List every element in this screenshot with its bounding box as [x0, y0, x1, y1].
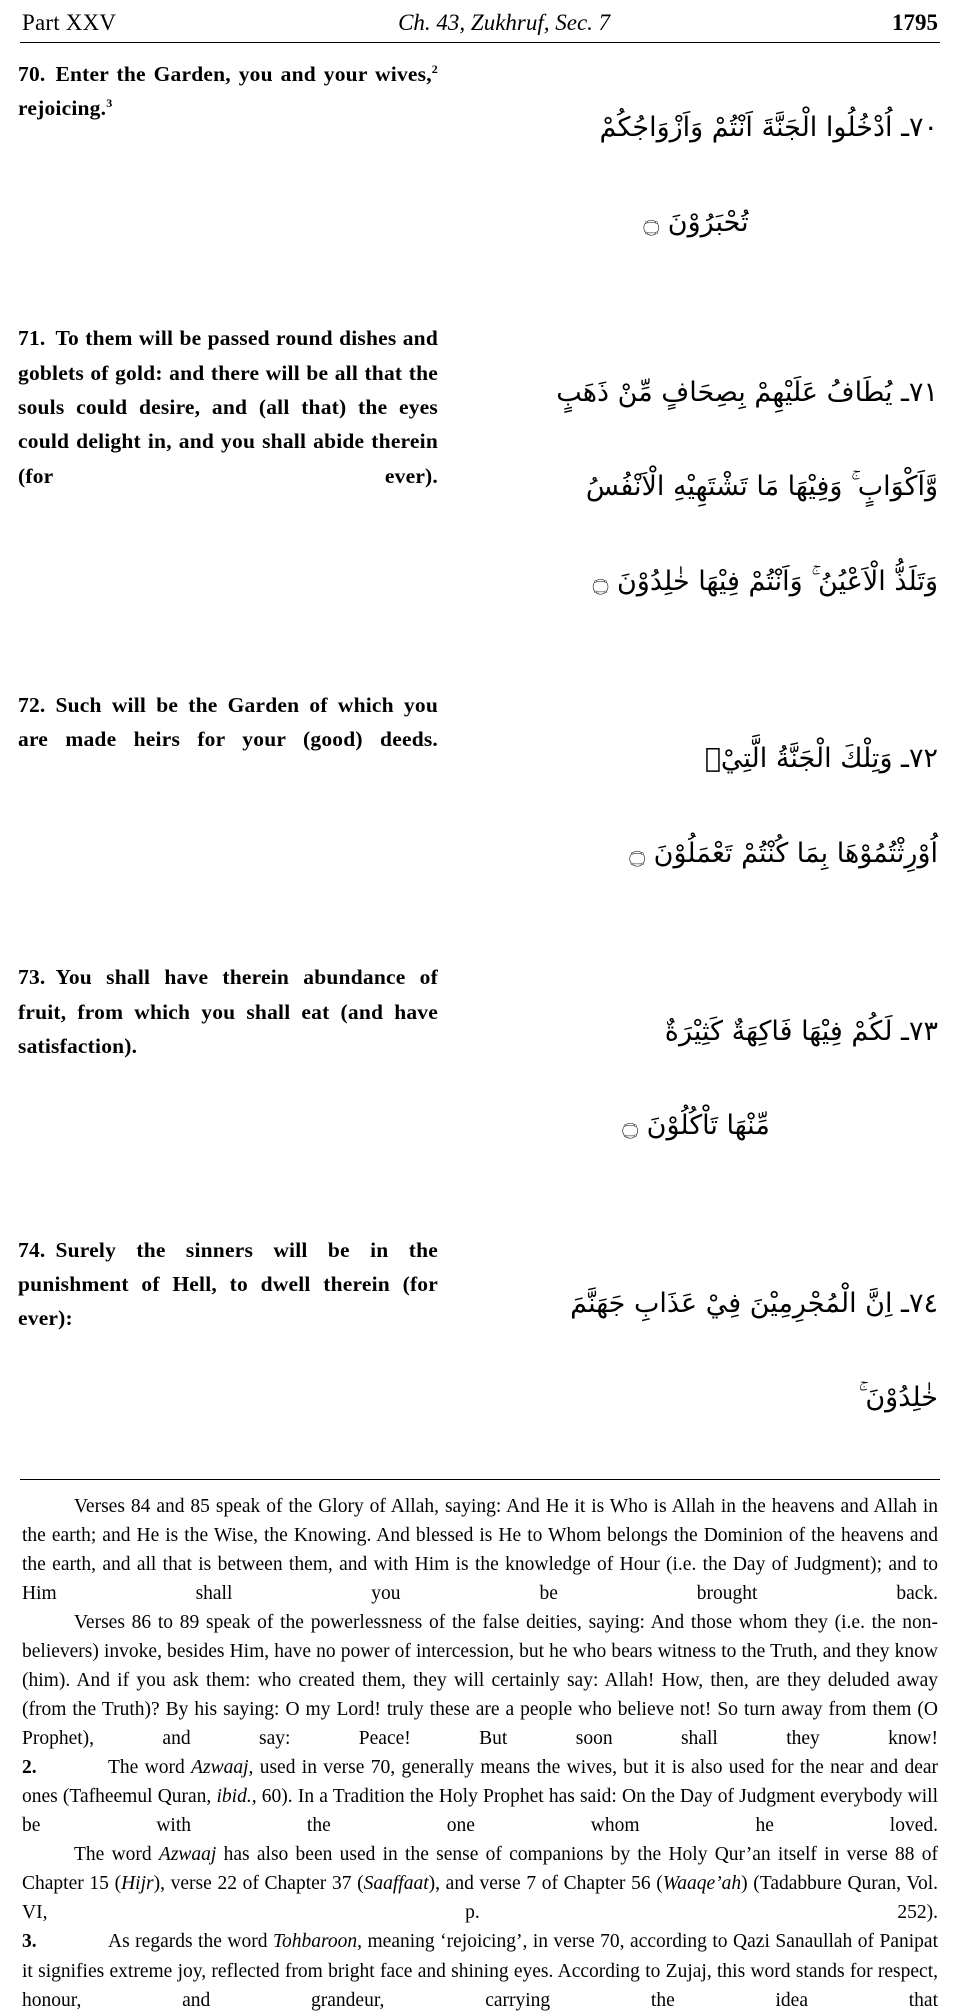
commentary-text: Verses 86 to 89 speak of the powerlessness of the false deities, saying: And those whom they (i.e. the non-believers) invoke, besides Him, have no power of intercession, but he who bears witness to the Truth, and they know (him). And if you ask them: who created them, they will certainly say: Allah! How, then, are they deluded away (from the Truth)? By his saying: O my Lord! truly these are a people who believe not! So turn away from them (O Prophet), and say: Peace! But soon shall they know! — [22, 1611, 938, 1750]
commentary-emphasis: Azwaaj, — [191, 1757, 254, 1779]
verse-row — [18, 688, 942, 924]
verse-text-71: To them will be passed round dishes and goblets of gold: and there will be all that the souls could desire, and (all that) the eyes could delight in, and you shall abide therein (for ever). — [18, 326, 438, 488]
commentary-paragraph — [22, 1753, 938, 1840]
arabic-line: اُوْرِثْتُمُوْهَا بِمَا كُنْتُمْ تَعْمَلُوْنَ ۝ — [629, 837, 938, 869]
commentary-emphasis: Azwaaj — [158, 1844, 217, 1866]
arabic-line: ٧٤ـ اِنَّ الْمُجْرِمِيْنَ فِيْ عَذَابِ جَهَنَّمَ — [570, 1287, 938, 1319]
commentary-paragraph — [22, 1840, 938, 1927]
verse-english-72 — [18, 688, 448, 924]
arabic-line: تُحْبَرُوْنَ ۝ — [643, 206, 749, 238]
verse-arabic-71 — [448, 321, 942, 652]
footnote-ref-3: 3 — [106, 96, 113, 111]
arabic-line: ٧١ـ يُطَافُ عَلَيْهِمْ بِصِحَافٍ مِّنْ ذَهَبٍ — [556, 376, 938, 408]
arabic-line: ٧٠ـ اُدْخُلُوا الْجَنَّةَ اَنْتُمْ وَاَزْوَاجُكُمْ — [599, 112, 938, 144]
verse-row — [18, 57, 942, 293]
commentary-text: has also been used in the sense of companions by the Holy Qur’an itself in verse 88 of Chapter 15 ( — [22, 1844, 938, 1895]
commentary-paragraph — [22, 1927, 938, 2014]
commentary-text: 60). In a Tradition the Holy Prophet has said: On the Day of Judgment everybody will be with the one whom he loved. — [22, 1786, 938, 1837]
commentary-emphasis: ibid., — [216, 1786, 257, 1808]
header-part: Part XXV — [22, 10, 117, 35]
commentary-text: The word — [74, 1844, 159, 1866]
arabic-line: وَتَلَذُّ الْاَعْيُنُ ۚ وَاَنْتُمْ فِيْهَا خٰلِدُوْنَ ۝ — [592, 565, 938, 597]
commentary-emphasis: Saaffaat — [363, 1873, 429, 1895]
verse-number-73: 73. — [18, 965, 46, 990]
header-chapter: Ch. 43, Zukhruf, Sec. 7 — [398, 10, 611, 35]
verse-arabic-74 — [448, 1233, 942, 1469]
verse-arabic-70 — [448, 57, 942, 293]
verse-text-70b: rejoicing. — [18, 96, 107, 121]
verse-number-74: 74. — [18, 1237, 46, 1262]
commentary-text: ) (Tadabbure Quran, Vol. VI, p. 252). — [22, 1873, 938, 1924]
header-divider — [20, 42, 940, 43]
commentary-text: ), and verse 7 of Chapter 56 ( — [428, 1873, 663, 1895]
commentary-text: Verses 84 and 85 speak of the Glory of Allah, saying: And He it is Who is Allah in the heavens and Allah in the earth; and He is the Wise, the Knowing. And blessed is He to Whom belongs the Dominion of the heavens and the earth, and all that is between them, and with Him is the knowledge of Hour (i.e. the Day of Judgment); and to Him shall you be brought back. — [22, 1495, 938, 1604]
commentary-text: ), verse 22 of Chapter 37 ( — [153, 1873, 364, 1895]
commentary-divider — [20, 1479, 940, 1480]
arabic-line: وَّاَكْوَابٍ ۚ وَفِيْهَا مَا تَشْتَهِيْهِ الْاَنْفُسُ — [585, 471, 938, 502]
verse-english-70 — [18, 57, 448, 293]
commentary-text: meaning ‘rejoicing’, in verse 70, according to Qazi Sanaullah of Panipat it signifies extreme joy, reflected from bright face and shining eyes. According to Zujaj, this word stands for respect, honour, and grandeur, carrying the idea that — [22, 1931, 938, 2011]
verse-arabic-73 — [448, 960, 942, 1196]
verse-row — [18, 321, 942, 652]
commentary-text: used in verse 70, generally means the wives, but it is also used for the near and dear ones (Tafheemul Quran, — [22, 1757, 938, 1808]
page-header — [18, 10, 942, 40]
commentary-note-marker: 2. — [22, 1757, 37, 1779]
arabic-line: خٰلِدُوْنَ ۚ — [858, 1382, 938, 1414]
verse-row — [18, 960, 942, 1196]
verse-english-71 — [18, 321, 448, 652]
arabic-line: ٧٢ـ وَتِلْكَ الْجَنَّةُ الَّتِيْۤ — [704, 743, 938, 775]
verse-english-73 — [18, 960, 448, 1196]
commentary-text: The word — [108, 1757, 192, 1779]
verse-text-70a: Enter the Garden, you and your wives, — [55, 62, 432, 86]
verse-row — [18, 1233, 942, 1469]
commentary-paragraph — [22, 1608, 938, 1753]
commentary-section — [18, 1492, 942, 2015]
verse-text-73: You shall have therein abundance of fruit, from which you shall eat (and have satisfaction). — [18, 965, 438, 1059]
verse-text-72: Such will be the Garden of which you are made heirs for your (good) deeds. — [18, 693, 438, 752]
commentary-emphasis: Hijr — [121, 1873, 154, 1895]
verse-number-71: 71. — [18, 326, 46, 351]
commentary-emphasis: Tohbaroon, — [272, 1931, 363, 1953]
verse-number-70: 70. — [18, 62, 46, 86]
verse-list — [18, 57, 942, 1469]
verse-text-74: Surely the sinners will be in the punishment of Hell, to dwell therein (for ever): — [18, 1237, 438, 1331]
arabic-line: ٧٣ـ لَكُمْ فِيْهَا فَاكِهَةٌ كَثِيْرَةٌ — [664, 1015, 938, 1047]
verse-english-74 — [18, 1233, 448, 1469]
header-page-number: 1795 — [892, 10, 938, 35]
arabic-line: مِّنْهَا تَاْكُلُوْنَ ۝ — [622, 1110, 770, 1141]
commentary-text: As regards the word — [108, 1931, 273, 1953]
commentary-emphasis: Waaqe’ah — [662, 1873, 742, 1895]
verse-arabic-72 — [448, 688, 942, 924]
footnote-ref-2: 2 — [431, 61, 438, 76]
commentary-paragraph — [22, 1492, 938, 1608]
verse-number-72: 72. — [18, 693, 46, 717]
commentary-note-marker: 3. — [22, 1931, 37, 1953]
